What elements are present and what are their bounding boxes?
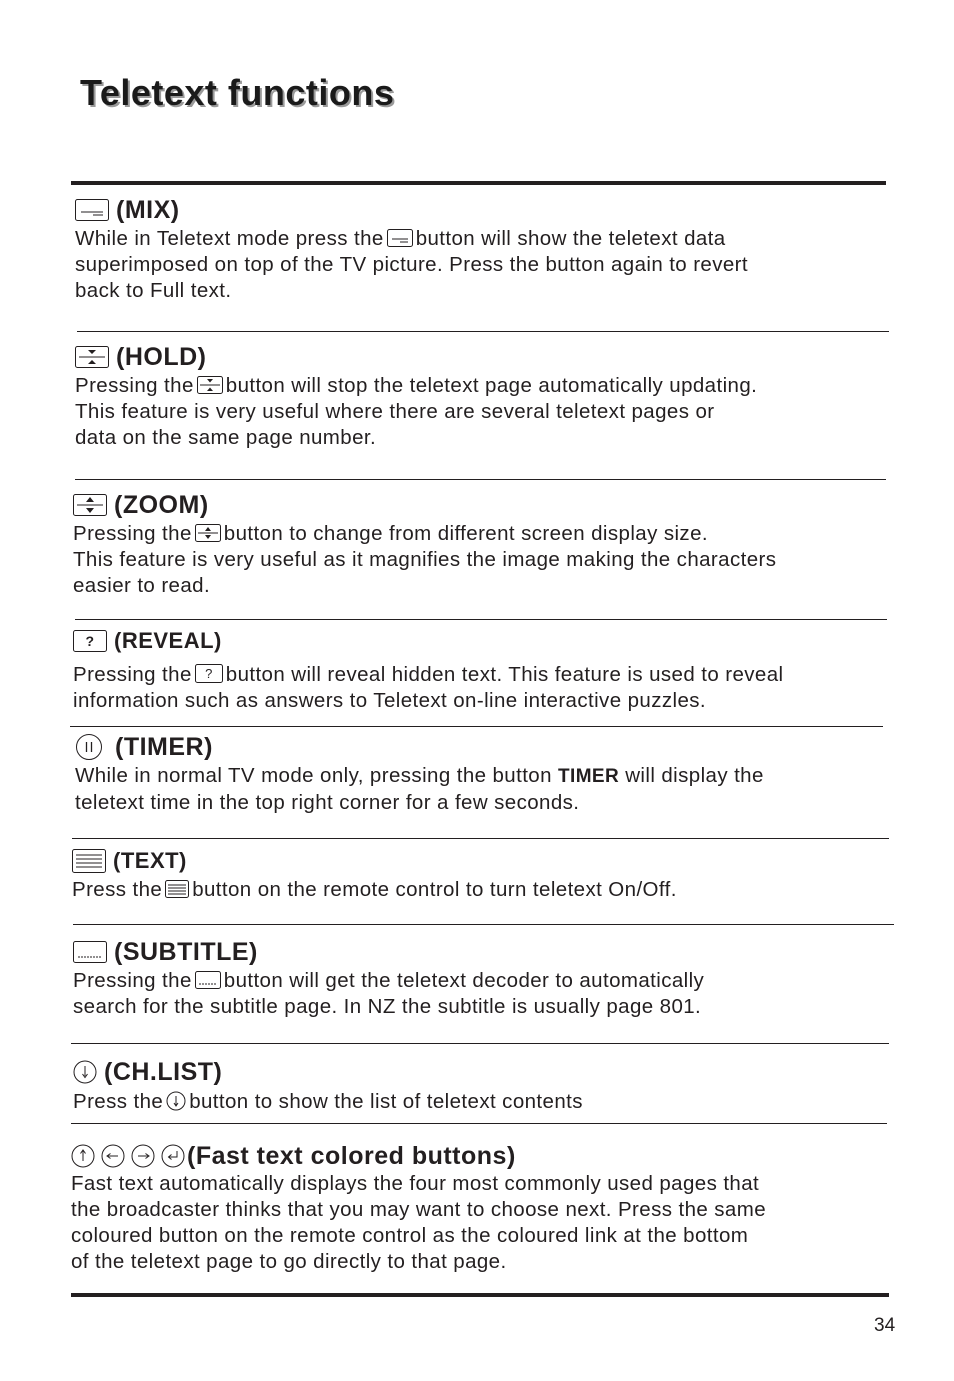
zoom-description: Pressing the button to change from different screen display size. This feature is very useful as it magnifies the image making the characters easier to read. (73, 522, 777, 597)
timer-description: While in normal TV mode only, pressing the button TIMER will display the teletext time in the top right corner for a few seconds. (75, 764, 764, 814)
fasttext-description: Fast text automatically displays the four most commonly used pages that the broadcaster thinks that you may want to choose next. Press the same coloured button on the remote control as the coloured link at the bottom of the teletext page to go directly to that page. (71, 1172, 766, 1273)
section-text (72, 847, 677, 903)
fasttext-heading: (Fast text colored buttons) (187, 1142, 516, 1170)
zoom-icon (73, 494, 107, 516)
section-subtitle (73, 938, 704, 1020)
hold-icon (75, 346, 109, 368)
text-heading: (TEXT) (113, 848, 187, 873)
mix-heading: (MIX) (116, 196, 180, 224)
down-arrow-icon (166, 1091, 186, 1111)
section-timer (75, 733, 764, 816)
page-number: 34 (874, 1315, 896, 1336)
text-description: Press the button on the remote control to turn teletext On/Off. (72, 878, 677, 901)
text-icon (165, 880, 189, 898)
right-arrow-icon (131, 1144, 155, 1168)
section-hold (75, 343, 757, 451)
section-chlist (73, 1058, 583, 1115)
hold-heading: (HOLD) (116, 343, 207, 371)
timer-heading: (TIMER) (115, 733, 213, 761)
svg-text:?: ? (204, 666, 213, 682)
svg-text:?: ? (85, 633, 95, 649)
reveal-icon (195, 664, 223, 683)
subtitle-description: Pressing the button will get the teletext decoder to automatically search for the subtitle page. In NZ the subtitle is usually page 801. (73, 969, 705, 1018)
zoom-heading: (ZOOM) (114, 491, 209, 519)
left-arrow-icon (101, 1144, 125, 1168)
divider (75, 479, 886, 480)
mix-icon (387, 229, 413, 247)
reveal-description: Pressing the ? button will reveal hidden text. This feature is used to reveal information such as answers to Teletext on-line interactive puzzles. (73, 663, 784, 712)
section-fasttext (71, 1142, 766, 1275)
section-mix (75, 196, 748, 304)
hold-description: Pressing the button will stop the teletext page automatically updating. This feature is very useful where there are several teletext pages or data on the same page number. (75, 374, 758, 449)
up-arrow-icon (71, 1144, 95, 1168)
timer-icon (75, 734, 103, 760)
divider (73, 924, 894, 925)
divider (71, 1123, 887, 1124)
text-icon (72, 849, 106, 873)
subtitle-heading: (SUBTITLE) (114, 938, 258, 966)
subtitle-icon (73, 941, 107, 963)
reveal-heading: (REVEAL) (114, 628, 222, 653)
divider (75, 619, 887, 620)
section-zoom (73, 491, 776, 599)
top-divider (71, 181, 886, 185)
timer-button-label: TIMER (558, 766, 620, 787)
chlist-heading: (CH.LIST) (104, 1058, 223, 1086)
enter-icon (161, 1144, 185, 1168)
bottom-divider (71, 1293, 889, 1297)
divider (77, 331, 889, 332)
divider (72, 838, 889, 839)
chlist-description: Press the button to show the list of teletext contents (73, 1090, 583, 1113)
divider (71, 1043, 889, 1044)
page-title: Teletext functions (80, 72, 395, 113)
subtitle-icon (195, 971, 221, 989)
mix-icon (75, 199, 109, 221)
hold-icon (197, 376, 223, 394)
reveal-icon (73, 630, 107, 652)
section-reveal (73, 627, 784, 714)
zoom-icon (195, 524, 221, 542)
divider (70, 726, 883, 727)
mix-description: While in Teletext mode press the button will show the teletext data superimposed on top of the TV picture. Press the button again to revert back to Full text. (75, 227, 749, 302)
down-arrow-icon (73, 1060, 97, 1084)
